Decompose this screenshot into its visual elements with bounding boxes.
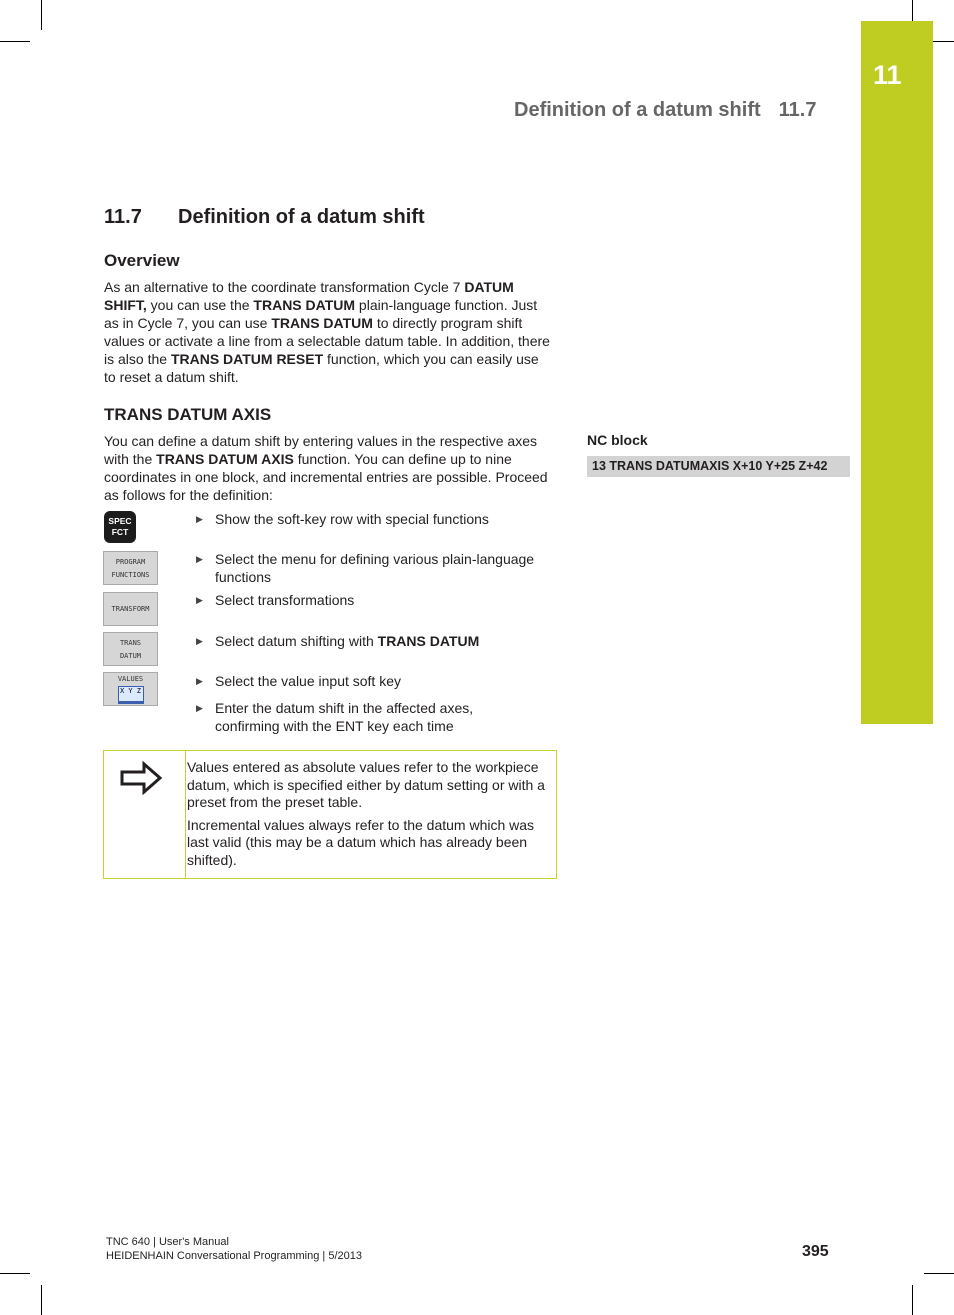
- softkey-label: FUNCTIONS: [111, 571, 150, 579]
- section-number: 11.7: [104, 206, 142, 228]
- footer-line-2: HEIDENHAIN Conversational Programming | 5/2013: [106, 1250, 362, 1262]
- running-header-number: 11.7: [778, 99, 817, 121]
- running-header-title: Definition of a datum shift: [514, 99, 761, 121]
- softkey-label: TRANSFORM: [111, 605, 150, 613]
- step-4: [196, 632, 556, 650]
- bullet-triangle-icon: ▶: [196, 676, 203, 686]
- overview-paragraph: As an alternative to the coordinate transformation Cycle 7 DATUM SHIFT, you can use the TRANS DATUM plain-language function. Just as in Cycle 7, you can use TRANS DATUM to directly program shift values or activate a line from a selectable datum table. In addition, there is also the TRANS DATUM RESET function, which you can easily use to reset a datum shift.: [104, 279, 550, 385]
- page-number: 395: [802, 1243, 829, 1260]
- bullet-triangle-icon: ▶: [196, 514, 203, 524]
- trans-datum-softkey[interactable]: [103, 632, 158, 666]
- section-title: [104, 206, 425, 229]
- note-paragraph-2: Incremental values always refer to the datum which was last valid (this may be a datum which has already been shifted).: [187, 816, 535, 868]
- values-softkey[interactable]: [103, 672, 158, 706]
- step-text: Select transformations: [215, 592, 355, 608]
- step-text: Enter the datum shift in the affected axes, confirming with the ENT key each time: [215, 700, 474, 734]
- note-paragraph-1: Values entered as absolute values refer to the workpiece datum, which is specified either by datum setting or with a preset from the preset table.: [187, 759, 545, 810]
- bullet-triangle-icon: ▶: [196, 554, 203, 564]
- program-functions-softkey[interactable]: [103, 551, 158, 585]
- softkey-label: VALUES: [117, 675, 144, 683]
- bullet-triangle-icon: ▶: [196, 703, 203, 713]
- step-text: Select the menu for defining various plain-language functions: [215, 551, 535, 585]
- softkey-label: DATUM: [119, 652, 142, 660]
- spec-fct-key[interactable]: [104, 511, 136, 543]
- step-2: [196, 550, 556, 586]
- step-5: [196, 672, 556, 690]
- step-1: [196, 510, 556, 528]
- section-title-text: Definition of a datum shift: [178, 206, 425, 228]
- bullet-triangle-icon: ▶: [196, 595, 203, 605]
- footer: [106, 1235, 362, 1263]
- step-6: [196, 699, 496, 735]
- key-label: FCT: [111, 527, 129, 537]
- softkey-label: PROGRAM: [115, 558, 146, 566]
- nc-block-label: NC block: [587, 432, 648, 448]
- trans-datum-axis-heading: TRANS DATUM AXIS: [104, 405, 272, 424]
- key-label: SPEC: [108, 516, 132, 526]
- table-icon: [118, 686, 144, 704]
- step-3: [196, 591, 556, 609]
- running-header: [514, 99, 816, 122]
- step-keyword: TRANS DATUM: [377, 633, 480, 649]
- table-icon-label: X Y Z: [119, 687, 142, 695]
- arrow-right-icon: [120, 761, 164, 795]
- chapter-tab: [861, 21, 933, 724]
- trans-datum-axis-paragraph: You can define a datum shift by entering values in the respective axes with the TRANS DATUM AXIS function. You can define up to nine coordinates in one block, and incremental entries are possible. Proceed as follows for the definition:: [104, 433, 548, 503]
- bullet-triangle-icon: ▶: [196, 636, 203, 646]
- nc-block-code: 13 TRANS DATUMAXIS X+10 Y+25 Z+42: [587, 456, 850, 477]
- step-text: Select datum shifting with: [215, 633, 378, 649]
- footer-line-1: TNC 640 | User's Manual: [106, 1236, 229, 1248]
- note-box: [103, 750, 557, 879]
- overview-heading: Overview: [104, 251, 180, 270]
- softkey-label: TRANS: [119, 639, 142, 647]
- transform-softkey[interactable]: [103, 592, 158, 626]
- step-text: Show the soft-key row with special functions: [215, 511, 489, 527]
- step-text: Select the value input soft key: [215, 673, 401, 689]
- chapter-number: 11: [873, 60, 902, 90]
